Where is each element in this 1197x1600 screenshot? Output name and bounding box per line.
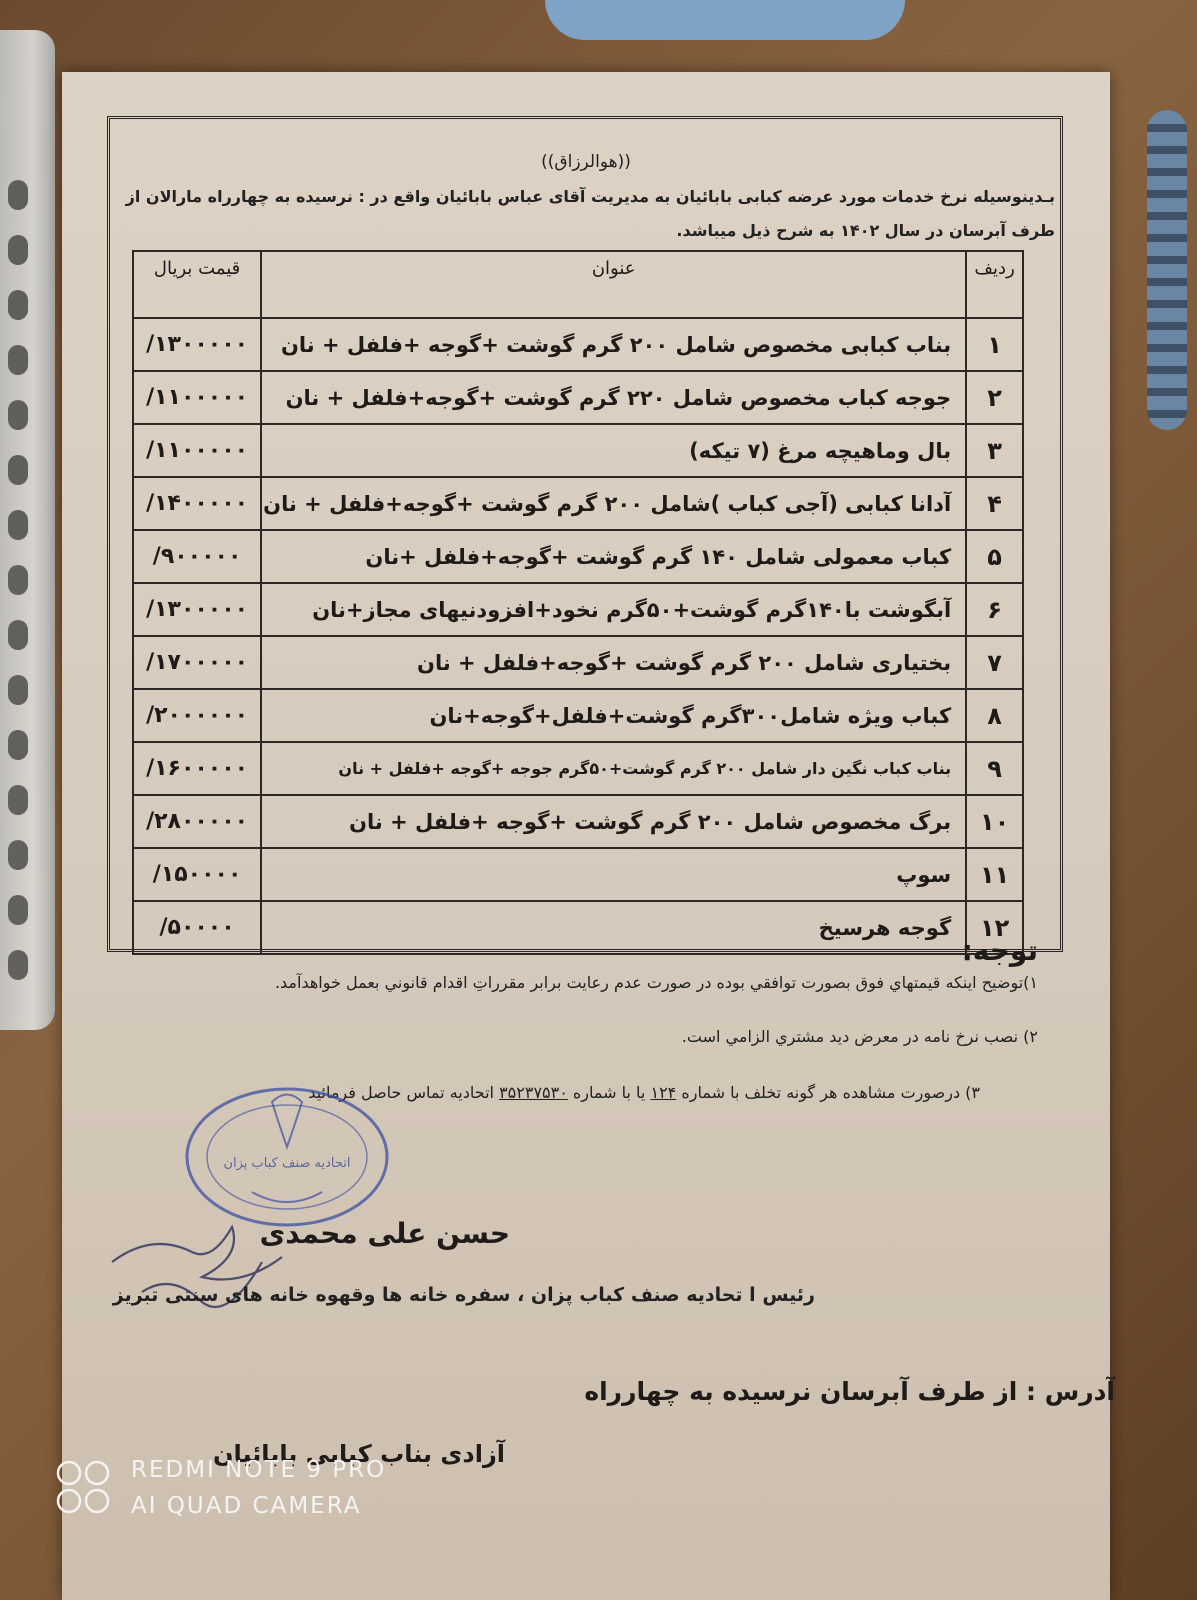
header-row-number: ردیف	[966, 251, 1023, 318]
binder-hole	[8, 180, 28, 210]
address-line-1: آدرس : از طرف آبرسان نرسیده به چهارراه	[584, 1377, 1115, 1406]
binder-hole	[8, 345, 28, 375]
binder-hole	[8, 455, 28, 485]
binder-hole	[8, 895, 28, 925]
binder-hole	[8, 565, 28, 595]
binder-hole	[8, 840, 28, 870]
item-price: /۱۱۰۰۰۰۰	[133, 371, 261, 424]
item-price: /۹۰۰۰۰۰	[133, 530, 261, 583]
watermark-model: REDMI NOTE 9 PRO	[131, 1457, 387, 1483]
table-row	[133, 477, 1023, 530]
table-row	[133, 371, 1023, 424]
binder-hole	[8, 675, 28, 705]
table-row	[133, 583, 1023, 636]
item-title: کباب ویژه شامل۳۰۰گرم گوشت+فلفل+گوجه+نان	[261, 689, 966, 742]
camera-watermark	[55, 1455, 395, 1535]
item-price: /۲۰۰۰۰۰۰	[133, 689, 261, 742]
table-row	[133, 530, 1023, 583]
table-header-row	[133, 251, 1023, 318]
row-number: ۸	[966, 689, 1023, 742]
item-price: /۱۳۰۰۰۰۰	[133, 583, 261, 636]
row-number: ۵	[966, 530, 1023, 583]
signer-name: حسن علی محمدی	[259, 1217, 510, 1250]
binder-hole	[8, 620, 28, 650]
item-title: بختیاری شامل ۲۰۰ گرم گوشت +گوجه+فلفل + نان	[261, 636, 966, 689]
note-contact-prefix: ۳) درصورت مشاهده هر گونه تخلف با شماره	[681, 1083, 980, 1102]
row-number: ۱۱	[966, 848, 1023, 901]
item-price: /۱۱۰۰۰۰۰	[133, 424, 261, 477]
note-contact-number-2: ۳۵۲۳۷۵۳۰	[499, 1083, 568, 1102]
table-row	[133, 424, 1023, 477]
table-row	[133, 636, 1023, 689]
item-price: /۱۶۰۰۰۰۰	[133, 742, 261, 795]
item-title: آدانا کبابی (آجی کباب )شامل ۲۰۰ گرم گوشت +گوجه+فلفل + نان	[261, 477, 966, 530]
row-number: ۱	[966, 318, 1023, 371]
item-price: /۲۸۰۰۰۰۰	[133, 795, 261, 848]
row-number: ۶	[966, 583, 1023, 636]
binder-hole	[8, 235, 28, 265]
note-contact-mid: یا با شماره	[572, 1083, 646, 1102]
binder-hole	[8, 785, 28, 815]
item-title: بال وماهیچه مرغ (۷ تیکه)	[261, 424, 966, 477]
item-price: /۱۳۰۰۰۰۰	[133, 318, 261, 371]
notes-label: توجه:	[961, 934, 1038, 967]
table-row	[133, 848, 1023, 901]
binder-hole	[8, 730, 28, 760]
item-title: سوپ	[261, 848, 966, 901]
header-price: قیمت بریال	[133, 251, 261, 318]
item-price: /۱۵۰۰۰۰	[133, 848, 261, 901]
row-number: ۲	[966, 371, 1023, 424]
item-title: بناب کبابی مخصوص شامل ۲۰۰ گرم گوشت +گوجه +فلفل + نان	[261, 318, 966, 371]
note-item-1: ۱)توضیح اینکه قیمتهاي فوق بصورت توافقي بوده در صورت عدم رعایت برابر مقرراتِ اقدام قانوني بعمل خواهدآمد.	[274, 973, 1038, 992]
stamp-text: اتحادیه صنف کباب پزان	[223, 1156, 351, 1171]
intro-paragraph: بـدینوسیله نرخ خدمات مورد عرضه کبابی بابائیان به مدیریت آقای عباس بابائیان واقع در : نرسیده به چهارراه مارالان از طرف آبرسان در سال ۱۴۰۲ به شرح ذیل میباشد.	[125, 187, 1055, 240]
address-line-2: آزادی بناب کبابی بابائیان	[213, 1440, 505, 1468]
note-item-2: ۲) نصب نرخ نامه در معرض دید مشتري الزامي است.	[681, 1027, 1038, 1046]
signer-role: رئیس ا تحادیه صنف کباب پزان ، سفره خانه ها وقهوه خانه های سنتی تبریز	[112, 1284, 815, 1306]
binder-hole	[8, 950, 28, 980]
tape-dispenser	[545, 0, 905, 40]
table-row	[133, 689, 1023, 742]
item-price: /۱۴۰۰۰۰۰	[133, 477, 261, 530]
binder-hole	[8, 290, 28, 320]
table-row	[133, 742, 1023, 795]
camera-lens-icon	[55, 1459, 113, 1517]
note-contact-suffix: اتحادیه تماس حاصل فرمائید	[308, 1083, 494, 1102]
item-price: /۱۷۰۰۰۰۰	[133, 636, 261, 689]
table-row	[133, 318, 1023, 371]
binder-hole	[8, 400, 28, 430]
item-title: برگ مخصوص شامل ۲۰۰ گرم گوشت +گوجه +فلفل + نان	[261, 795, 966, 848]
binder-hole	[8, 510, 28, 540]
item-title: جوجه کباب مخصوص شامل ۲۲۰ گرم گوشت +گوجه+فلفل + نان	[261, 371, 966, 424]
row-number: ۹	[966, 742, 1023, 795]
row-number: ۳	[966, 424, 1023, 477]
price-list-sheet	[62, 72, 1115, 1600]
item-title: گوجه هرسیخ	[261, 901, 966, 954]
item-title: آبگوشت با۱۴۰گرم گوشت+۵۰گرم نخود+افزودنیهای مجاز+نان	[261, 583, 966, 636]
row-number: ۱۲	[966, 901, 1023, 954]
binder-clip	[0, 30, 55, 1030]
watermark-camera: AI QUAD CAMERA	[131, 1493, 362, 1519]
note-contact-number-1: ۱۲۴	[650, 1083, 677, 1102]
header-title: عنوان	[261, 251, 966, 318]
table-row	[133, 795, 1023, 848]
row-number: ۷	[966, 636, 1023, 689]
document-heading: ((هوالرزاق))	[541, 152, 631, 172]
item-title: بناب کباب نگین دار شامل ۲۰۰ گرم گوشت+۵۰گرم جوجه +گوجه +فلفل + نان	[261, 742, 966, 795]
table-row	[133, 901, 1023, 954]
price-table-body	[133, 318, 1023, 954]
item-title: کباب معمولی شامل ۱۴۰ گرم گوشت +گوجه+فلفل +نان	[261, 530, 966, 583]
phone-cord-coil	[1147, 110, 1187, 430]
price-table	[132, 250, 1024, 955]
row-number: ۴	[966, 477, 1023, 530]
item-price: /۵۰۰۰۰	[133, 901, 261, 954]
row-number: ۱۰	[966, 795, 1023, 848]
